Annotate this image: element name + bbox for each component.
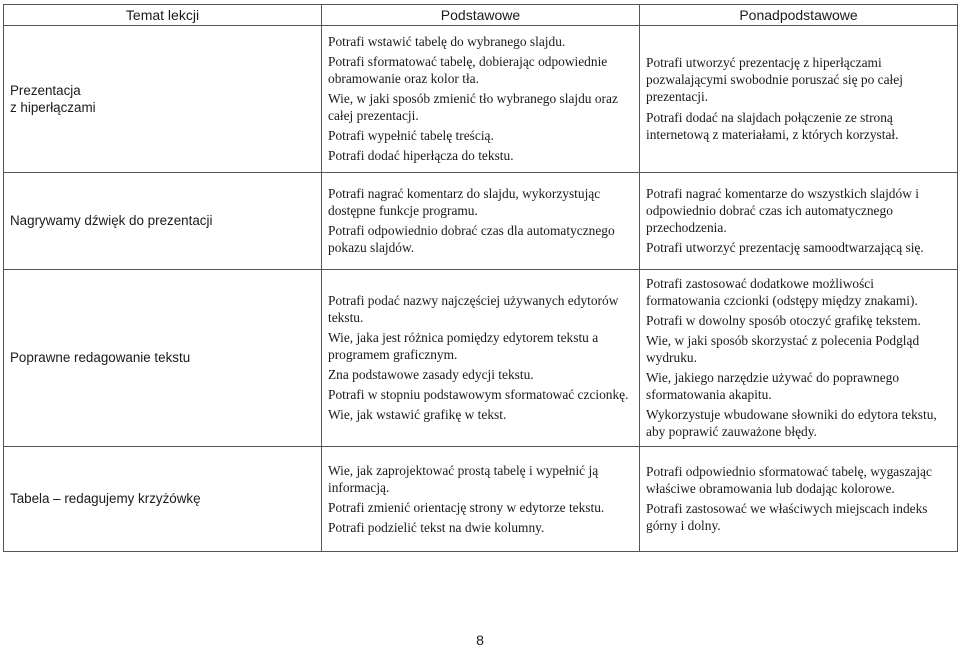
requirement-text: Potrafi nagrać komentarz do slajdu, wykorzystując dostępne funkcje programu. bbox=[328, 185, 601, 218]
requirement-text: Zna podstawowe zasady edycji tekstu. bbox=[328, 367, 534, 383]
topic-cell bbox=[4, 447, 322, 552]
requirement-text: Potrafi sformatować tabelę, dobierając odpowiednie obramowanie oraz kolor tła. bbox=[328, 53, 608, 86]
requirement-text: Potrafi odpowiednio dobrać czas dla automatycznego pokazu slajdów. bbox=[328, 223, 615, 256]
page-number: 8 bbox=[476, 632, 484, 648]
table-row bbox=[4, 270, 958, 447]
header-basic: Podstawowe bbox=[322, 5, 640, 26]
requirement-text: Potrafi zastosować we właściwych miejscach indeks górny i dolny. bbox=[646, 501, 928, 534]
topic-text: z hiperłączami bbox=[10, 100, 96, 115]
basic-cell bbox=[322, 447, 640, 552]
basic-cell bbox=[322, 270, 640, 447]
requirement-text: Wie, w jaki sposób zmienić tło wybranego slajdu oraz całej prezentacji. bbox=[328, 90, 618, 123]
advanced-cell bbox=[640, 173, 958, 270]
requirement-text: Potrafi w dowolny sposób otoczyć grafikę tekstem. bbox=[646, 313, 921, 329]
table-row bbox=[4, 26, 958, 173]
basic-cell bbox=[322, 26, 640, 173]
header-topic: Temat lekcji bbox=[4, 5, 322, 26]
topic-text: Prezentacja bbox=[10, 82, 81, 98]
advanced-cell bbox=[640, 270, 958, 447]
requirement-text: Potrafi utworzyć prezentację samoodtwarzającą się. bbox=[646, 240, 924, 256]
requirement-text: Potrafi wypełnić tabelę treścią. bbox=[328, 128, 494, 144]
requirement-text: Potrafi w stopniu podstawowym sformatować czcionkę. bbox=[328, 387, 629, 403]
table-row bbox=[4, 447, 958, 552]
requirement-text: Wie, w jaki sposób skorzystać z polecenia Podgląd wydruku. bbox=[646, 333, 920, 366]
requirement-text: Potrafi odpowiednio sformatować tabelę, wygaszając właściwe obramowania lub dodając kolorowe. bbox=[646, 464, 932, 497]
requirement-text: Wie, jakiego narzędzie używać do poprawnego sformatowania akapitu. bbox=[646, 370, 900, 403]
table-header-row bbox=[4, 5, 958, 26]
topic-cell bbox=[4, 270, 322, 447]
requirement-text: Potrafi podzielić tekst na dwie kolumny. bbox=[328, 519, 545, 535]
topic-text: Nagrywamy dźwięk do prezentacji bbox=[10, 213, 213, 229]
basic-cell bbox=[322, 173, 640, 270]
advanced-cell bbox=[640, 26, 958, 173]
topic-cell bbox=[4, 26, 322, 173]
requirement-text: Potrafi podać nazwy najczęściej używanych edytorów tekstu. bbox=[328, 293, 619, 326]
requirements-table bbox=[3, 4, 958, 552]
topic-text: Tabela – redagujemy krzyżówkę bbox=[10, 491, 201, 507]
requirement-text: Potrafi zmienić orientację strony w edytorze tekstu. bbox=[328, 499, 605, 515]
requirement-text: Wie, jaka jest różnica pomiędzy edytorem tekstu a programem graficznym. bbox=[328, 330, 599, 363]
table-row bbox=[4, 173, 958, 270]
topic-text: Poprawne redagowanie tekstu bbox=[10, 350, 191, 366]
requirement-text: Potrafi wstawić tabelę do wybranego slajdu. bbox=[328, 33, 566, 49]
requirement-text: Wie, jak zaprojektować prostą tabelę i wypełnić ją informacją. bbox=[328, 462, 599, 495]
requirement-text: Potrafi dodać hiperłącza do tekstu. bbox=[328, 148, 514, 164]
requirement-text: Wie, jak wstawić grafikę w tekst. bbox=[328, 407, 507, 423]
requirement-text: Potrafi utworzyć prezentację z hiperłączami pozwalającymi swobodnie poruszać się po całej prezentacji. bbox=[646, 55, 903, 105]
requirement-text: Potrafi nagrać komentarze do wszystkich slajdów i odpowiednio dobrać czas ich automatycznego przechodzenia. bbox=[646, 185, 919, 235]
header-advanced: Ponadpodstawowe bbox=[640, 5, 958, 26]
requirement-text: Potrafi zastosować dodatkowe możliwości formatowania czcionki (odstępy między znakami). bbox=[646, 276, 918, 309]
topic-cell bbox=[4, 173, 322, 270]
advanced-cell bbox=[640, 447, 958, 552]
requirement-text: Potrafi dodać na slajdach połączenie ze stroną internetową z materiałami, z których korzystał. bbox=[646, 109, 899, 142]
requirement-text: Wykorzystuje wbudowane słowniki do edytora tekstu, aby poprawić zauważone błędy. bbox=[646, 407, 937, 440]
